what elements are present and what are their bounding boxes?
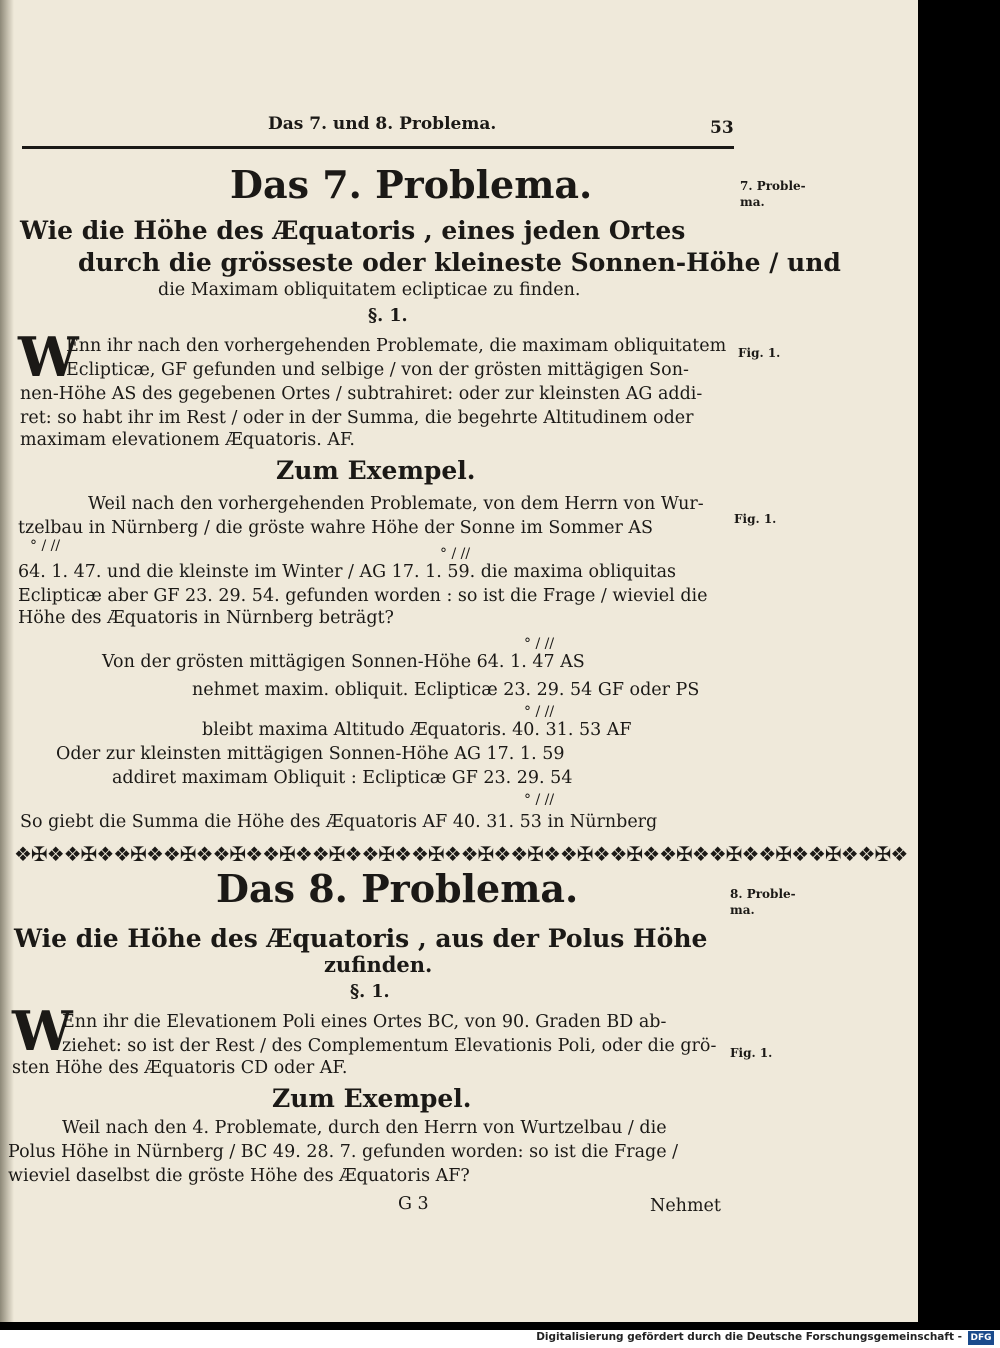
ex7-line-1: Weil nach den vorhergehenden Problemate, von dem Herrn von Wur-: [88, 494, 704, 514]
problem7-example-heading: Zum Exempel.: [276, 456, 476, 485]
drop-cap: W: [12, 999, 73, 1063]
ex7-fig-ref: Fig. 1.: [734, 512, 777, 526]
degree-marks: ° / //: [440, 546, 471, 562]
problem7-margin-label: 7. Proble-ma.: [740, 179, 806, 209]
ex7-line-5: Höhe des Æquatoris in Nürnberg beträgt?: [18, 608, 394, 628]
ex8-line-2: Polus Höhe in Nürnberg / BC 49. 28. 7. gefunden worden: so ist die Frage /: [8, 1142, 679, 1162]
calc-line-2: nehmet maxim. obliquit. Eclipticæ 23. 29. 54 GF oder PS: [192, 680, 700, 700]
page-spine-shadow: [0, 0, 14, 1322]
header-rule: [22, 146, 734, 149]
catchword: Nehmet: [650, 1196, 721, 1216]
signature-mark: G 3: [398, 1194, 429, 1214]
running-title: Das 7. und 8. Problema.: [268, 114, 497, 134]
ex7-line-4: Eclipticæ aber GF 23. 29. 54. gefunden worden : so ist die Frage / wieviel die: [18, 586, 708, 606]
p7-fig-ref: Fig. 1.: [738, 346, 781, 360]
problem8-subtitle-1: Wie die Höhe des Æquatoris , aus der Polus Höhe: [14, 924, 708, 953]
p8-line-3: sten Höhe des Æquatoris CD oder AF.: [12, 1058, 348, 1078]
ornament-band: ❖✠❖ ❖✠❖ ❖✠❖ ❖✠❖ ❖✠❖ ❖✠❖ ❖✠❖ ❖✠❖ ❖✠❖ ❖✠❖ ❖✠❖ ❖✠❖ ❖✠❖ ❖✠❖ ❖✠❖ ❖✠❖ ❖✠❖ ❖✠❖: [14, 842, 908, 866]
p7-line-2: Eclipticæ, GF gefunden und selbige / von der grösten mittägigen Son-: [66, 360, 689, 380]
ex7-line-2: tzelbau in Nürnberg / die gröste wahre Höhe der Sonne im Sommer AS: [18, 518, 654, 538]
problem7-title: Das 7. Problema.: [230, 162, 593, 207]
ex8-line-1: Weil nach den 4. Problemate, durch den Herrn von Wurtzelbau / die: [62, 1118, 667, 1138]
calc-line-6: So giebt die Summa die Höhe des Æquatoris AF 40. 31. 53 in Nürnberg: [20, 812, 658, 832]
problem7-subtitle-2: durch die grösseste oder kleineste Sonnen-Höhe / und: [78, 248, 841, 277]
calc-line-4: Oder zur kleinsten mittägigen Sonnen-Höhe AG 17. 1. 59: [56, 744, 565, 764]
calc-line-1: Von der grösten mittägigen Sonnen-Höhe 64. 1. 47 AS: [102, 652, 585, 672]
problem7-subtitle-1: Wie die Höhe des Æquatoris , eines jeden Ortes: [20, 216, 686, 245]
problem8-margin-label: 8. Proble-ma.: [730, 887, 796, 917]
problem8-section: §. 1.: [350, 982, 390, 1002]
drop-cap: W: [18, 325, 79, 389]
degree-marks: ° / //: [524, 636, 555, 652]
problem7-subtitle-3: die Maximam obliquitatem eclipticae zu finden.: [158, 280, 581, 300]
p8-line-1: Enn ihr die Elevationem Poli eines Ortes BC, von 90. Graden BD ab-: [62, 1012, 667, 1032]
degree-marks: ° / //: [30, 538, 61, 554]
p7-line-1: Enn ihr nach den vorhergehenden Problemate, die maximam obliquitatem: [66, 336, 727, 356]
p8-fig-ref: Fig. 1.: [730, 1046, 773, 1060]
p8-line-2: ziehet: so ist der Rest / des Complementum Elevationis Poli, oder die grö-: [62, 1036, 717, 1056]
ex8-line-3: wieviel daselbst die gröste Höhe des Æquatoris AF?: [8, 1166, 470, 1186]
dfg-logo: DFG: [968, 1331, 994, 1345]
degree-marks: ° / //: [524, 704, 555, 720]
p7-line-3: nen-Höhe AS des gegebenen Ortes / subtrahiret: oder zur kleinsten AG addi-: [20, 384, 703, 404]
problem8-example-heading: Zum Exempel.: [272, 1084, 472, 1113]
p7-line-4: ret: so habt ihr im Rest / oder in der Summa, die begehrte Altitudinem oder: [20, 408, 694, 428]
footer-credit: Digitalisierung gefördert durch die Deutsche Forschungsgemeinschaft -: [536, 1331, 962, 1343]
problem7-section: §. 1.: [368, 306, 408, 326]
problem8-title: Das 8. Problema.: [216, 866, 579, 911]
problem8-subtitle-2: zufinden.: [324, 952, 433, 977]
calc-line-3: bleibt maxima Altitudo Æquatoris. 40. 31. 53 AF: [202, 720, 632, 740]
ex7-line-3: 64. 1. 47. und die kleinste im Winter / AG 17. 1. 59. die maxima obliquitas: [18, 562, 676, 582]
page-number: 53: [710, 118, 734, 138]
calc-line-5: addiret maximam Obliquit : Eclipticæ GF 23. 29. 54: [112, 768, 573, 788]
degree-marks: ° / //: [524, 792, 555, 808]
p7-line-5: maximam elevationem Æquatoris. AF.: [20, 430, 355, 450]
